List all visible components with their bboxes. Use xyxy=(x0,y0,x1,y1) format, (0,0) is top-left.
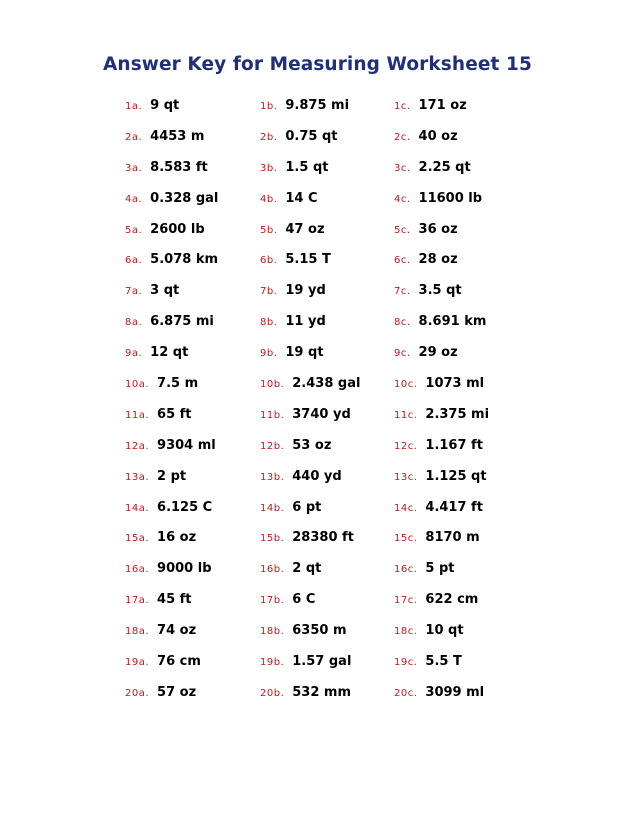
answer-row xyxy=(125,615,565,646)
answer-item xyxy=(125,561,260,576)
answer-item xyxy=(394,376,554,391)
item-number: 19c. xyxy=(394,656,418,668)
item-number: 6a. xyxy=(125,255,143,267)
item-answer: 4.417 ft xyxy=(425,499,483,515)
item-answer: 1.5 qt xyxy=(285,159,329,175)
item-number: 1c. xyxy=(394,100,411,112)
item-number: 1a. xyxy=(125,100,143,112)
item-number: 16a. xyxy=(125,564,150,576)
item-answer: 10 qt xyxy=(425,623,464,639)
answer-item xyxy=(260,561,394,576)
item-answer: 40 oz xyxy=(418,128,458,144)
answer-item xyxy=(125,98,260,113)
answer-item xyxy=(394,191,554,206)
answer-item xyxy=(260,376,394,391)
answer-row xyxy=(125,492,565,523)
item-number: 6b. xyxy=(260,255,278,267)
item-number: 8b. xyxy=(260,317,278,329)
item-answer: 19 yd xyxy=(285,283,326,299)
item-number: 2b. xyxy=(260,131,278,143)
answer-row xyxy=(125,646,565,677)
answer-row xyxy=(125,584,565,615)
answer-item xyxy=(125,623,260,638)
answer-item xyxy=(394,283,554,298)
item-number: 11c. xyxy=(394,409,418,421)
answer-item xyxy=(125,685,260,700)
item-answer: 5 pt xyxy=(425,561,455,577)
answer-item xyxy=(394,129,554,144)
answer-row xyxy=(125,522,565,553)
item-number: 5c. xyxy=(394,224,411,236)
item-answer: 8.583 ft xyxy=(150,159,208,175)
answer-item xyxy=(125,129,260,144)
item-answer: 1.167 ft xyxy=(425,437,483,453)
item-answer: 8170 m xyxy=(425,530,480,546)
item-number: 13c. xyxy=(394,471,418,483)
item-answer: 3099 ml xyxy=(425,684,485,700)
item-number: 6c. xyxy=(394,255,411,267)
item-answer: 57 oz xyxy=(157,684,197,700)
answer-item xyxy=(394,438,554,453)
item-answer: 3740 yd xyxy=(292,406,351,422)
answer-row xyxy=(125,121,565,152)
answer-item xyxy=(260,283,394,298)
answer-item xyxy=(125,654,260,669)
page-title: Answer Key for Measuring Worksheet 15 xyxy=(103,54,532,75)
item-number: 16b. xyxy=(260,564,285,576)
answer-item xyxy=(260,469,394,484)
item-answer: 3 qt xyxy=(150,283,180,299)
item-answer: 11 yd xyxy=(285,314,326,330)
item-answer: 2600 lb xyxy=(150,221,205,237)
item-number: 7a. xyxy=(125,286,143,298)
answer-grid xyxy=(125,90,565,708)
answer-item xyxy=(394,98,554,113)
answer-row xyxy=(125,337,565,368)
answer-item xyxy=(260,129,394,144)
item-answer: 0.75 qt xyxy=(285,128,338,144)
item-number: 4c. xyxy=(394,193,411,205)
answer-item xyxy=(394,623,554,638)
item-answer: 29 oz xyxy=(418,345,458,361)
item-number: 15c. xyxy=(394,533,418,545)
item-answer: 2 pt xyxy=(157,468,187,484)
item-number: 17b. xyxy=(260,595,285,607)
item-answer: 6.125 C xyxy=(157,499,213,515)
answer-row xyxy=(125,244,565,275)
item-answer: 6 pt xyxy=(292,499,322,515)
answer-item xyxy=(394,592,554,607)
item-number: 9c. xyxy=(394,348,411,360)
item-answer: 76 cm xyxy=(157,653,201,669)
answer-item xyxy=(125,469,260,484)
item-answer: 0.328 gal xyxy=(150,190,219,206)
item-number: 18a. xyxy=(125,626,150,638)
item-number: 17a. xyxy=(125,595,150,607)
answer-item xyxy=(260,500,394,515)
answer-item xyxy=(394,222,554,237)
answer-item xyxy=(260,98,394,113)
item-answer: 74 oz xyxy=(157,623,197,639)
item-answer: 65 ft xyxy=(157,406,192,422)
item-number: 12c. xyxy=(394,440,418,452)
item-answer: 1.57 gal xyxy=(292,653,352,669)
item-number: 9b. xyxy=(260,348,278,360)
item-answer: 2.375 mi xyxy=(425,406,490,422)
item-answer: 2.438 gal xyxy=(292,375,361,391)
item-answer: 1.125 qt xyxy=(425,468,487,484)
answer-item xyxy=(260,252,394,267)
item-number: 19b. xyxy=(260,656,285,668)
item-answer: 9304 ml xyxy=(157,437,216,453)
item-number: 19a. xyxy=(125,656,150,668)
answer-row xyxy=(125,306,565,337)
answer-row xyxy=(125,399,565,430)
item-number: 4b. xyxy=(260,193,278,205)
item-number: 20b. xyxy=(260,687,285,699)
item-answer: 11600 lb xyxy=(418,190,483,206)
answer-item xyxy=(125,592,260,607)
item-number: 11b. xyxy=(260,409,285,421)
answer-item xyxy=(125,191,260,206)
answer-row xyxy=(125,368,565,399)
answer-item xyxy=(125,530,260,545)
item-answer: 5.5 T xyxy=(425,653,462,669)
item-answer: 6350 m xyxy=(292,623,347,639)
item-answer: 622 cm xyxy=(425,592,479,608)
answer-item xyxy=(260,222,394,237)
item-number: 8c. xyxy=(394,317,411,329)
item-number: 20c. xyxy=(394,687,418,699)
answer-item xyxy=(260,592,394,607)
item-number: 10b. xyxy=(260,378,285,390)
item-answer: 8.691 km xyxy=(418,314,487,330)
answer-row xyxy=(125,90,565,121)
item-answer: 440 yd xyxy=(292,468,342,484)
item-answer: 5.078 km xyxy=(150,252,219,268)
item-answer: 19 qt xyxy=(285,345,324,361)
answer-item xyxy=(260,314,394,329)
item-number: 12a. xyxy=(125,440,150,452)
item-answer: 14 C xyxy=(285,190,318,206)
answer-item xyxy=(394,160,554,175)
answer-item xyxy=(394,685,554,700)
item-number: 13b. xyxy=(260,471,285,483)
item-number: 15a. xyxy=(125,533,150,545)
item-answer: 2.25 qt xyxy=(418,159,471,175)
item-answer: 2 qt xyxy=(292,561,322,577)
answer-item xyxy=(125,252,260,267)
answer-item xyxy=(260,345,394,360)
item-answer: 532 mm xyxy=(292,684,352,700)
answer-item xyxy=(394,407,554,422)
item-number: 5b. xyxy=(260,224,278,236)
answer-item xyxy=(394,345,554,360)
item-answer: 5.15 T xyxy=(285,252,331,268)
answer-row xyxy=(125,553,565,584)
answer-row xyxy=(125,214,565,245)
item-number: 2a. xyxy=(125,131,143,143)
answer-item xyxy=(394,561,554,576)
item-number: 14c. xyxy=(394,502,418,514)
answer-item xyxy=(394,469,554,484)
item-number: 16c. xyxy=(394,564,418,576)
answer-item xyxy=(394,500,554,515)
item-number: 18b. xyxy=(260,626,285,638)
item-number: 15b. xyxy=(260,533,285,545)
item-number: 7c. xyxy=(394,286,411,298)
item-answer: 36 oz xyxy=(418,221,458,237)
answer-item xyxy=(260,438,394,453)
item-answer: 53 oz xyxy=(292,437,332,453)
item-answer: 16 oz xyxy=(157,530,197,546)
item-number: 5a. xyxy=(125,224,143,236)
answer-row xyxy=(125,461,565,492)
answer-item xyxy=(125,438,260,453)
item-answer: 28 oz xyxy=(418,252,458,268)
answer-row xyxy=(125,183,565,214)
item-number: 3b. xyxy=(260,162,278,174)
item-number: 18c. xyxy=(394,626,418,638)
item-answer: 4453 m xyxy=(150,128,205,144)
item-number: 8a. xyxy=(125,317,143,329)
item-number: 17c. xyxy=(394,595,418,607)
answer-item xyxy=(125,160,260,175)
answer-item xyxy=(125,407,260,422)
item-number: 9a. xyxy=(125,348,143,360)
answer-item xyxy=(260,530,394,545)
item-number: 13a. xyxy=(125,471,150,483)
item-answer: 47 oz xyxy=(285,221,325,237)
answer-item xyxy=(125,500,260,515)
answer-item xyxy=(125,376,260,391)
answer-row xyxy=(125,275,565,306)
item-number: 12b. xyxy=(260,440,285,452)
item-number: 14a. xyxy=(125,502,150,514)
answer-item xyxy=(394,314,554,329)
item-answer: 6 C xyxy=(292,592,316,608)
item-number: 3c. xyxy=(394,162,411,174)
answer-item xyxy=(394,530,554,545)
item-answer: 9000 lb xyxy=(157,561,212,577)
answer-item xyxy=(394,654,554,669)
answer-item xyxy=(260,654,394,669)
item-answer: 28380 ft xyxy=(292,530,354,546)
answer-item xyxy=(260,160,394,175)
answer-row xyxy=(125,152,565,183)
answer-item xyxy=(125,283,260,298)
answer-item xyxy=(260,623,394,638)
item-answer: 12 qt xyxy=(150,345,189,361)
item-number: 10c. xyxy=(394,378,418,390)
answer-item xyxy=(125,314,260,329)
item-number: 4a. xyxy=(125,193,143,205)
item-answer: 9 qt xyxy=(150,97,180,113)
item-answer: 45 ft xyxy=(157,592,192,608)
answer-item xyxy=(260,191,394,206)
item-number: 2c. xyxy=(394,131,411,143)
answer-item xyxy=(260,685,394,700)
answer-item xyxy=(125,345,260,360)
answer-row xyxy=(125,430,565,461)
answer-item xyxy=(260,407,394,422)
item-answer: 7.5 m xyxy=(157,375,199,391)
item-answer: 1073 ml xyxy=(425,375,485,391)
item-answer: 6.875 mi xyxy=(150,314,214,330)
item-number: 11a. xyxy=(125,409,150,421)
answer-row xyxy=(125,677,565,708)
item-number: 7b. xyxy=(260,286,278,298)
answer-item xyxy=(394,252,554,267)
item-number: 14b. xyxy=(260,502,285,514)
answer-item xyxy=(125,222,260,237)
item-answer: 9.875 mi xyxy=(285,97,350,113)
item-number: 1b. xyxy=(260,100,278,112)
item-number: 10a. xyxy=(125,378,150,390)
item-number: 3a. xyxy=(125,162,143,174)
item-number: 20a. xyxy=(125,687,150,699)
item-answer: 3.5 qt xyxy=(418,283,462,299)
item-answer: 171 oz xyxy=(418,97,467,113)
